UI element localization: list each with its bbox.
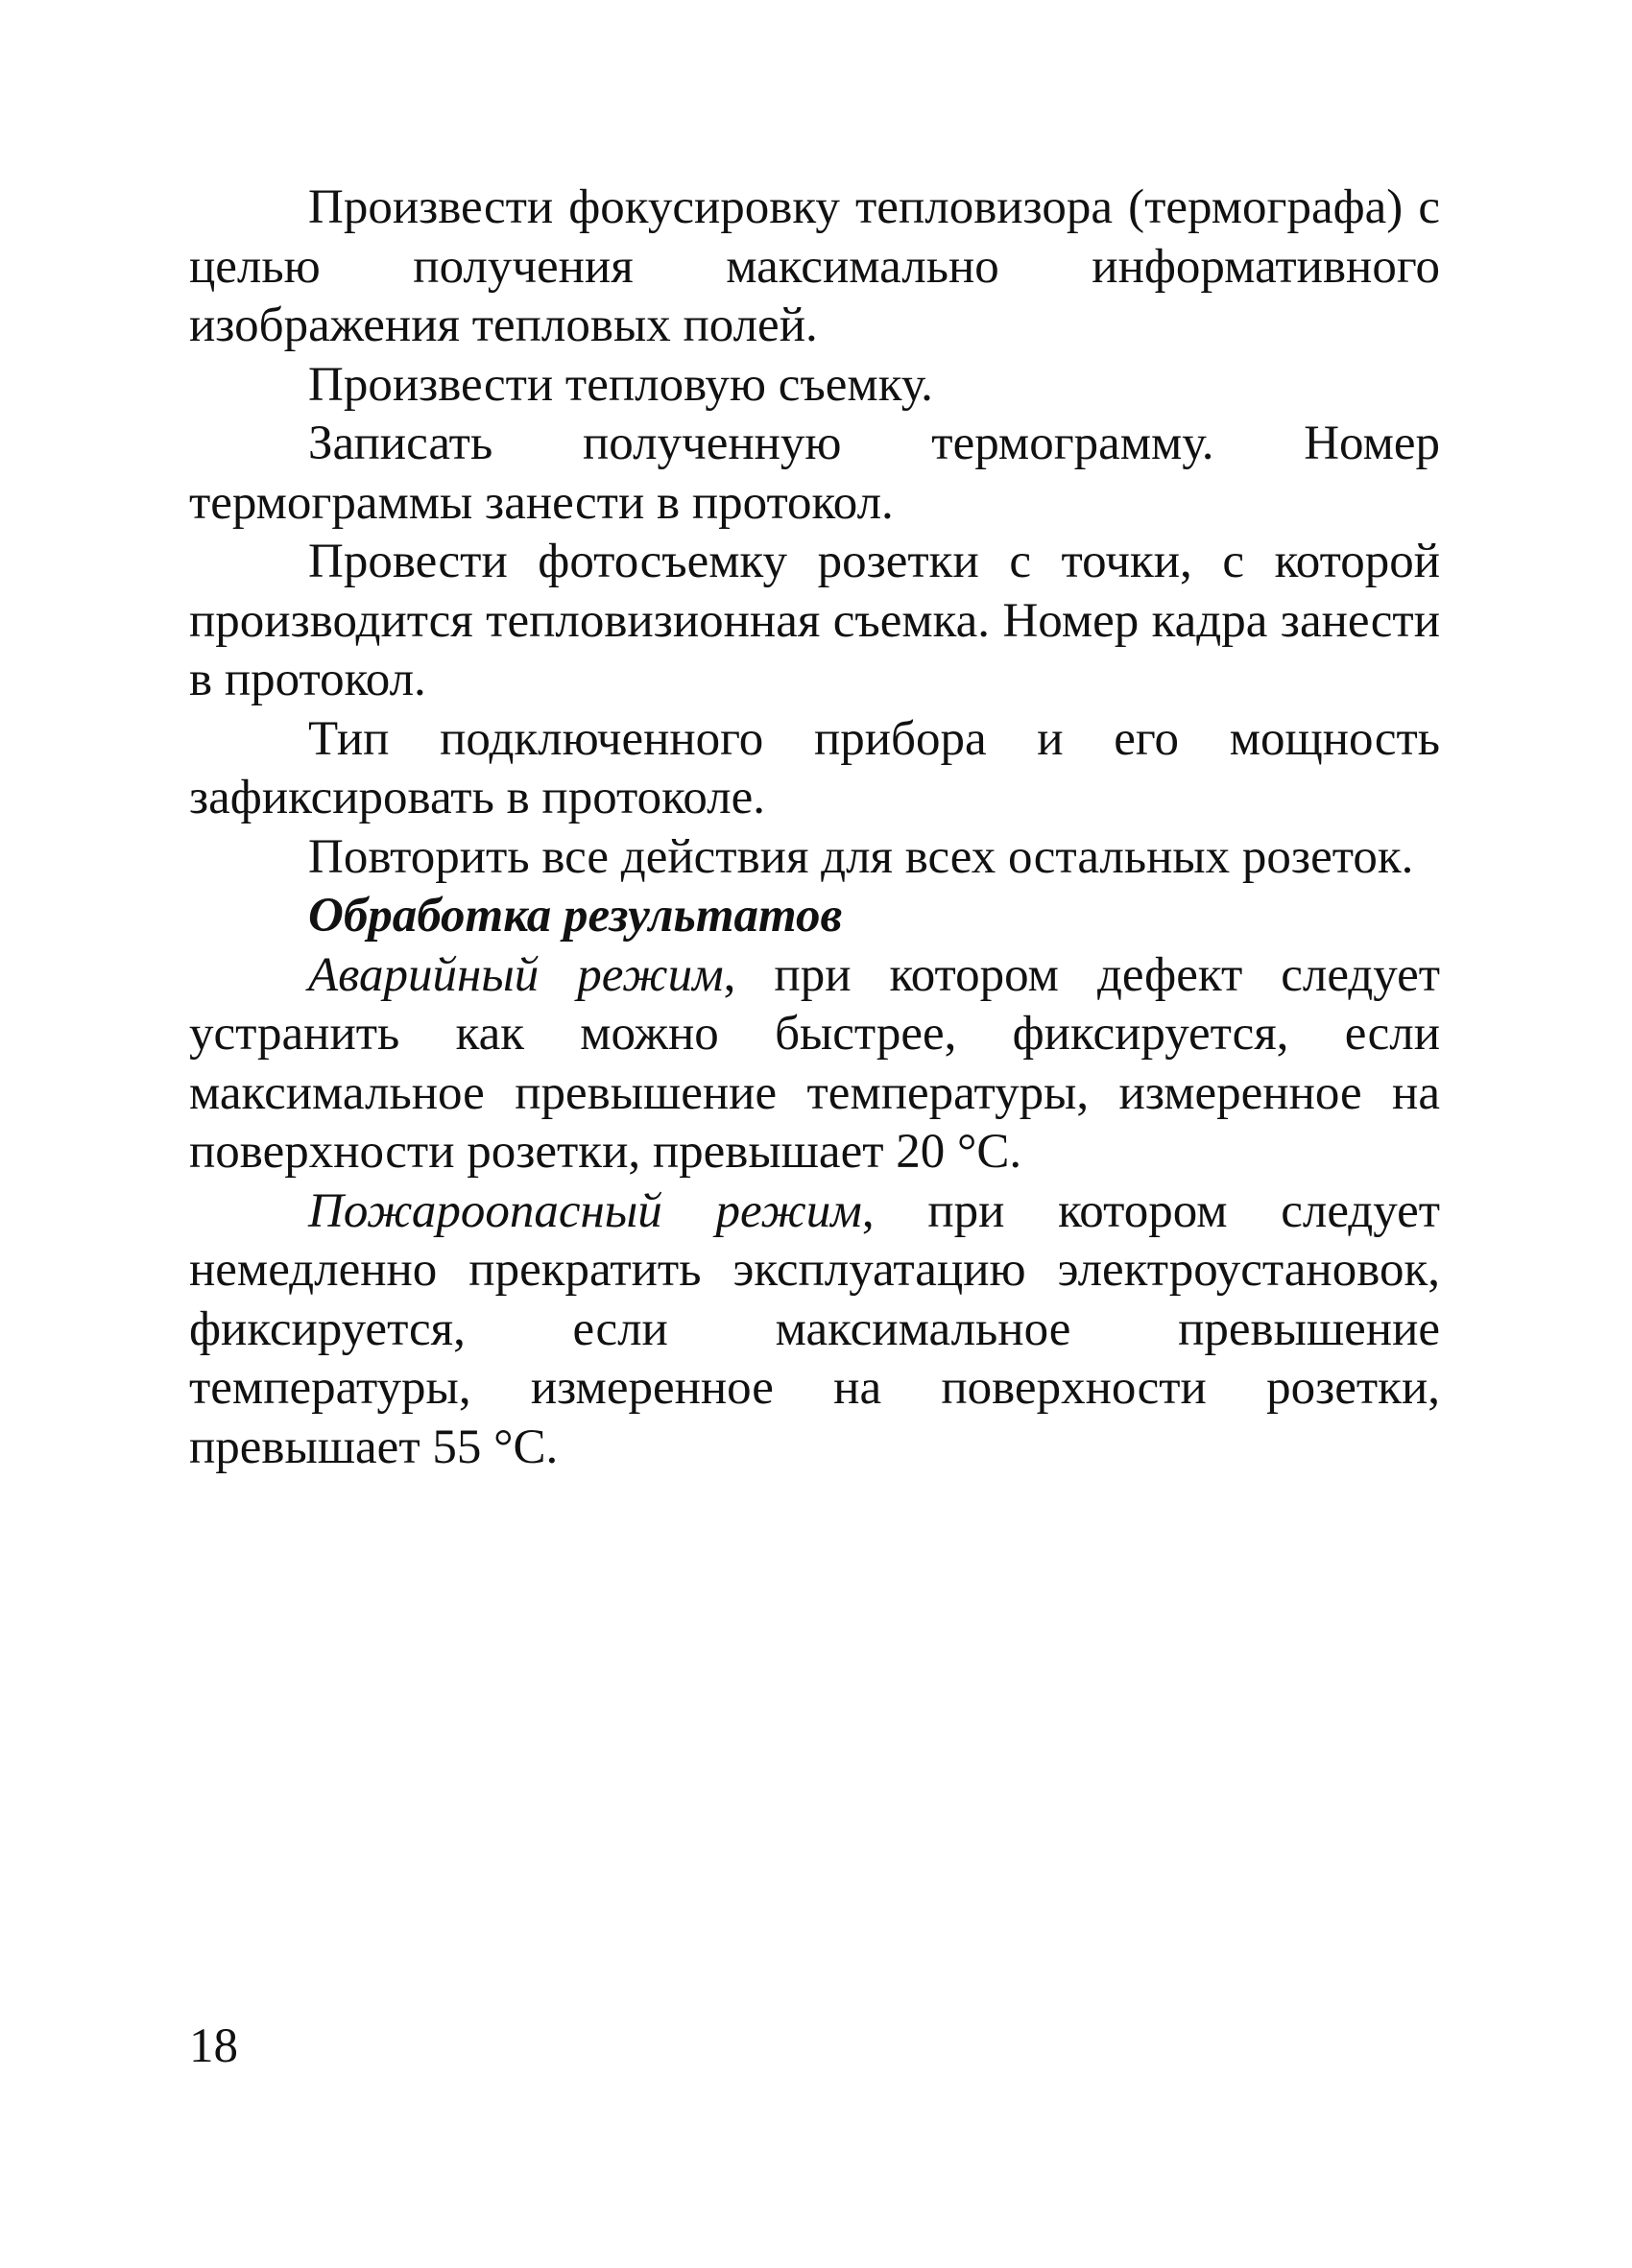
paragraph-fire-hazard-mode xyxy=(189,1182,1440,1478)
page-number: 18 xyxy=(189,2019,238,2073)
page-body xyxy=(189,179,1440,1477)
text-fire-hazard-mode: , при котором следует немедленно прекратить эксплуатацию электроустановок, фиксируется, если максимальное превышение температуры, измеренное на поверхности розетки, превышает 55 °С. xyxy=(189,1183,1440,1474)
paragraph-device-power: Тип подключенного прибора и его мощность зафиксировать в протоколе. xyxy=(189,711,1440,824)
paragraph-focus-thermal-imager: Произвести фокусировку тепловизора (термографа) с целью получения максимально информативного изображения тепловых полей. xyxy=(189,180,1440,352)
paragraph-repeat-actions: Повторить все действия для всех остальных розеток. xyxy=(308,829,1414,884)
term-emergency-mode: Аварийный режим xyxy=(308,947,724,1002)
paragraph-record-thermogram: Записать полученную термограмму. Номер термограммы занести в протокол. xyxy=(189,417,1440,530)
term-fire-hazard-mode: Пожароопасный режим xyxy=(308,1183,862,1238)
section-heading: Обработка результатов xyxy=(308,889,843,943)
paragraph-thermal-shooting: Произвести тепловую съемку. xyxy=(308,357,933,412)
paragraph-photo-socket: Провести фотосъемку розетки с точки, с которой производится тепловизионная съемка. Номер кадра занести в протокол. xyxy=(189,535,1440,706)
text-emergency-mode: , при котором дефект следует устранить как можно быстрее, фиксируется, если максимальное превышение температуры, измеренное на поверхности розетки, превышает 20 °С. xyxy=(189,947,1440,1179)
paragraph-emergency-mode xyxy=(189,946,1440,1182)
